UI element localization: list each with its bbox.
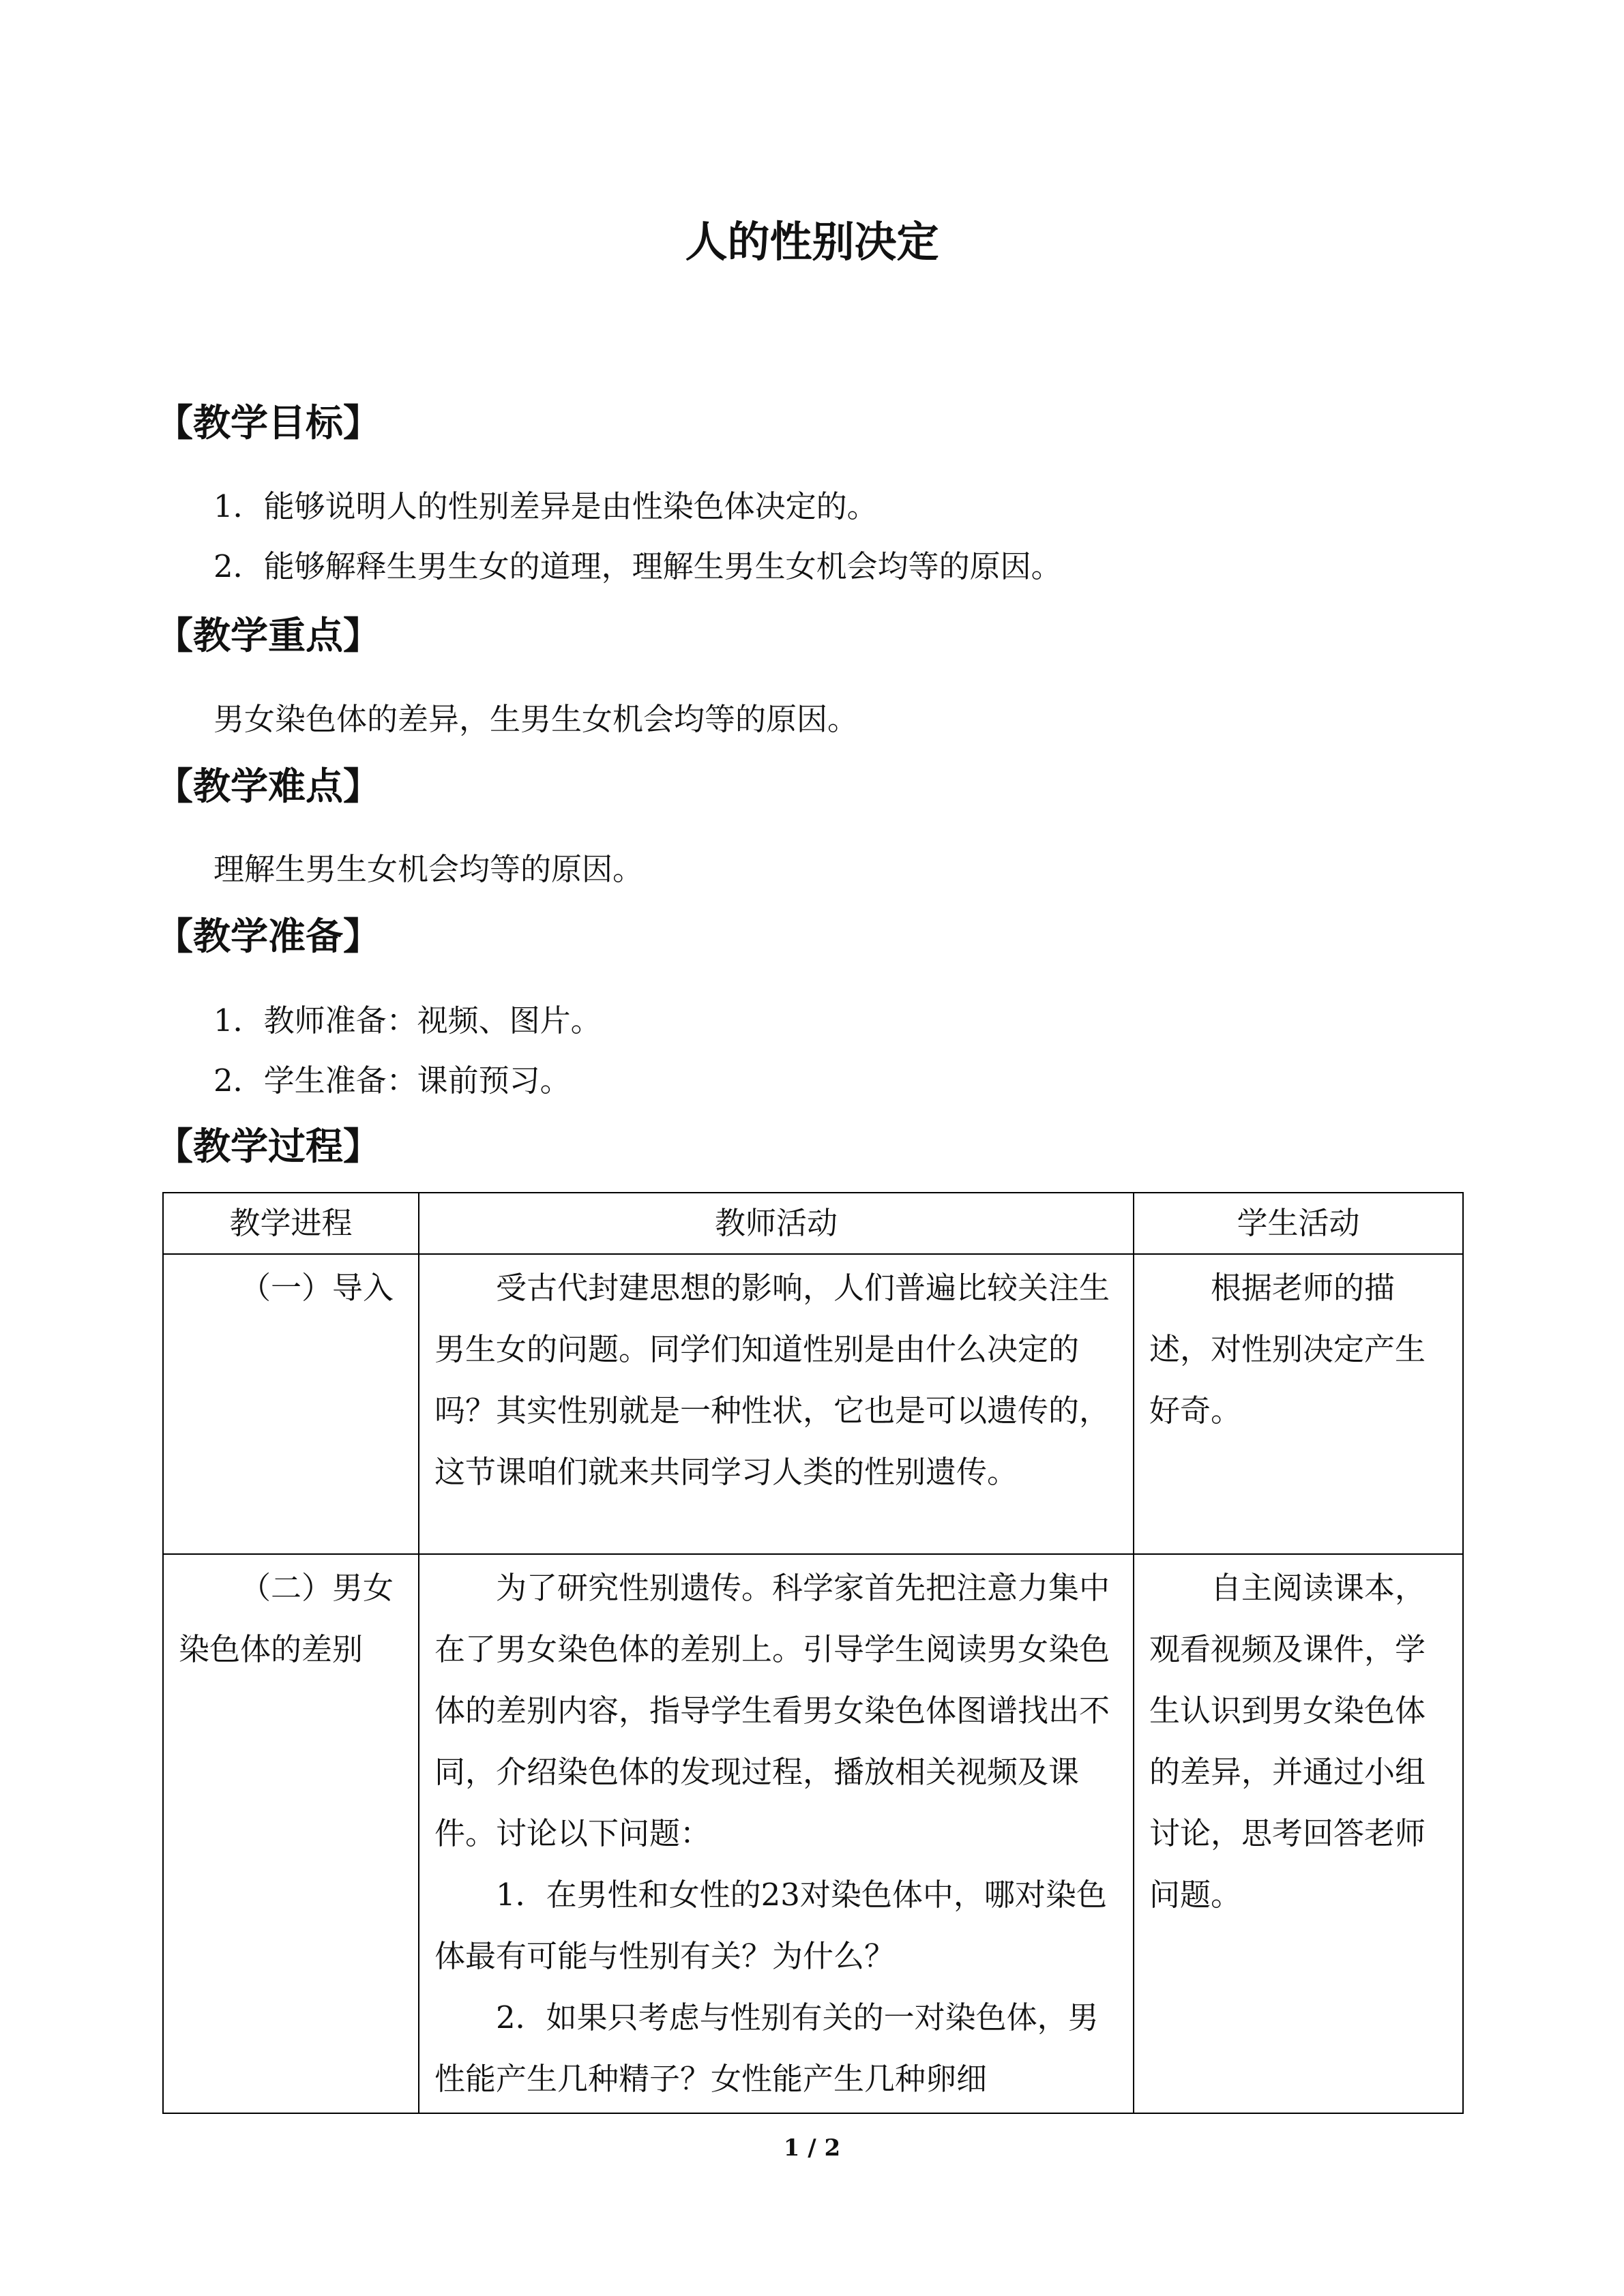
teacher-activity-paragraph: 为了研究性别遗传。科学家首先把注意力集中在了男女染色体的差别上。引导学生阅读男女染色体的差别内容，指导学生看男女染色体图谱找出不同，介绍染色体的发现过程，播放相关视频及课件。讨论以下问题： [434,1570,1110,1851]
stage-label: （二）男女染色体的差别 [179,1570,394,1667]
page-title: 人的性别决定 [685,217,939,267]
preparation-item-2: 2．学生准备：课前预习。 [213,1062,571,1099]
header-teacher-activity: 教师活动 [419,1193,1134,1254]
student-activity-cell [1134,1554,1463,2113]
table-header-row [163,1193,1463,1254]
student-activity-text: 根据老师的描述，对性别决定产生好奇。 [1149,1270,1426,1429]
header-student-activity: 学生活动 [1134,1193,1463,1254]
stage-label: （一）导入 [240,1270,394,1306]
heading-preparation: 【教学准备】 [156,914,381,958]
discussion-question-1: 1．在男性和女性的23对染色体中，哪对染色体最有可能与性别有关？为什么？ [434,1877,1107,1974]
stage-cell [163,1554,419,2113]
student-activity-cell [1134,1254,1463,1554]
preparation-item-1: 1．教师准备：视频、图片。 [213,1002,602,1039]
page-number: 1 / 2 [783,2134,841,2162]
discussion-question-2: 2．如果只考虑与性别有关的一对染色体，男性能产生几种精子？女性能产生几种卵细 [434,1999,1099,2097]
process-table [162,1192,1464,2114]
table-row [163,1554,1463,2113]
objective-item-1: 1．能够说明人的性别差异是由性染色体决定的。 [213,488,878,524]
teacher-activity-cell [419,1254,1134,1554]
heading-objectives: 【教学目标】 [156,400,381,445]
header-stage: 教学进程 [163,1193,419,1254]
heading-key-points: 【教学重点】 [156,613,381,657]
teacher-activity-paragraph: 受古代封建思想的影响，人们普遍比较关注生男生女的问题。同学们知道性别是由什么决定的吗？其实性别就是一种性状，它也是可以遗传的，这节课咱们就来共同学习人类的性别遗传。 [434,1270,1110,1490]
objective-item-2: 2．能够解释生男生女的道理，理解生男生女机会均等的原因。 [213,548,1062,584]
stage-cell [163,1254,419,1554]
heading-process: 【教学过程】 [156,1124,381,1168]
teacher-activity-cell [419,1554,1134,2113]
heading-difficulties: 【教学难点】 [156,764,381,808]
student-activity-text: 自主阅读课本，观看视频及课件，学生认识到男女染色体的差异，并通过小组讨论，思考回答老师问题。 [1149,1570,1426,1913]
difficulties-text: 理解生男生女机会均等的原因。 [213,851,644,887]
key-points-text: 男女染色体的差异，生男生女机会均等的原因。 [213,701,859,737]
table-row [163,1254,1463,1554]
